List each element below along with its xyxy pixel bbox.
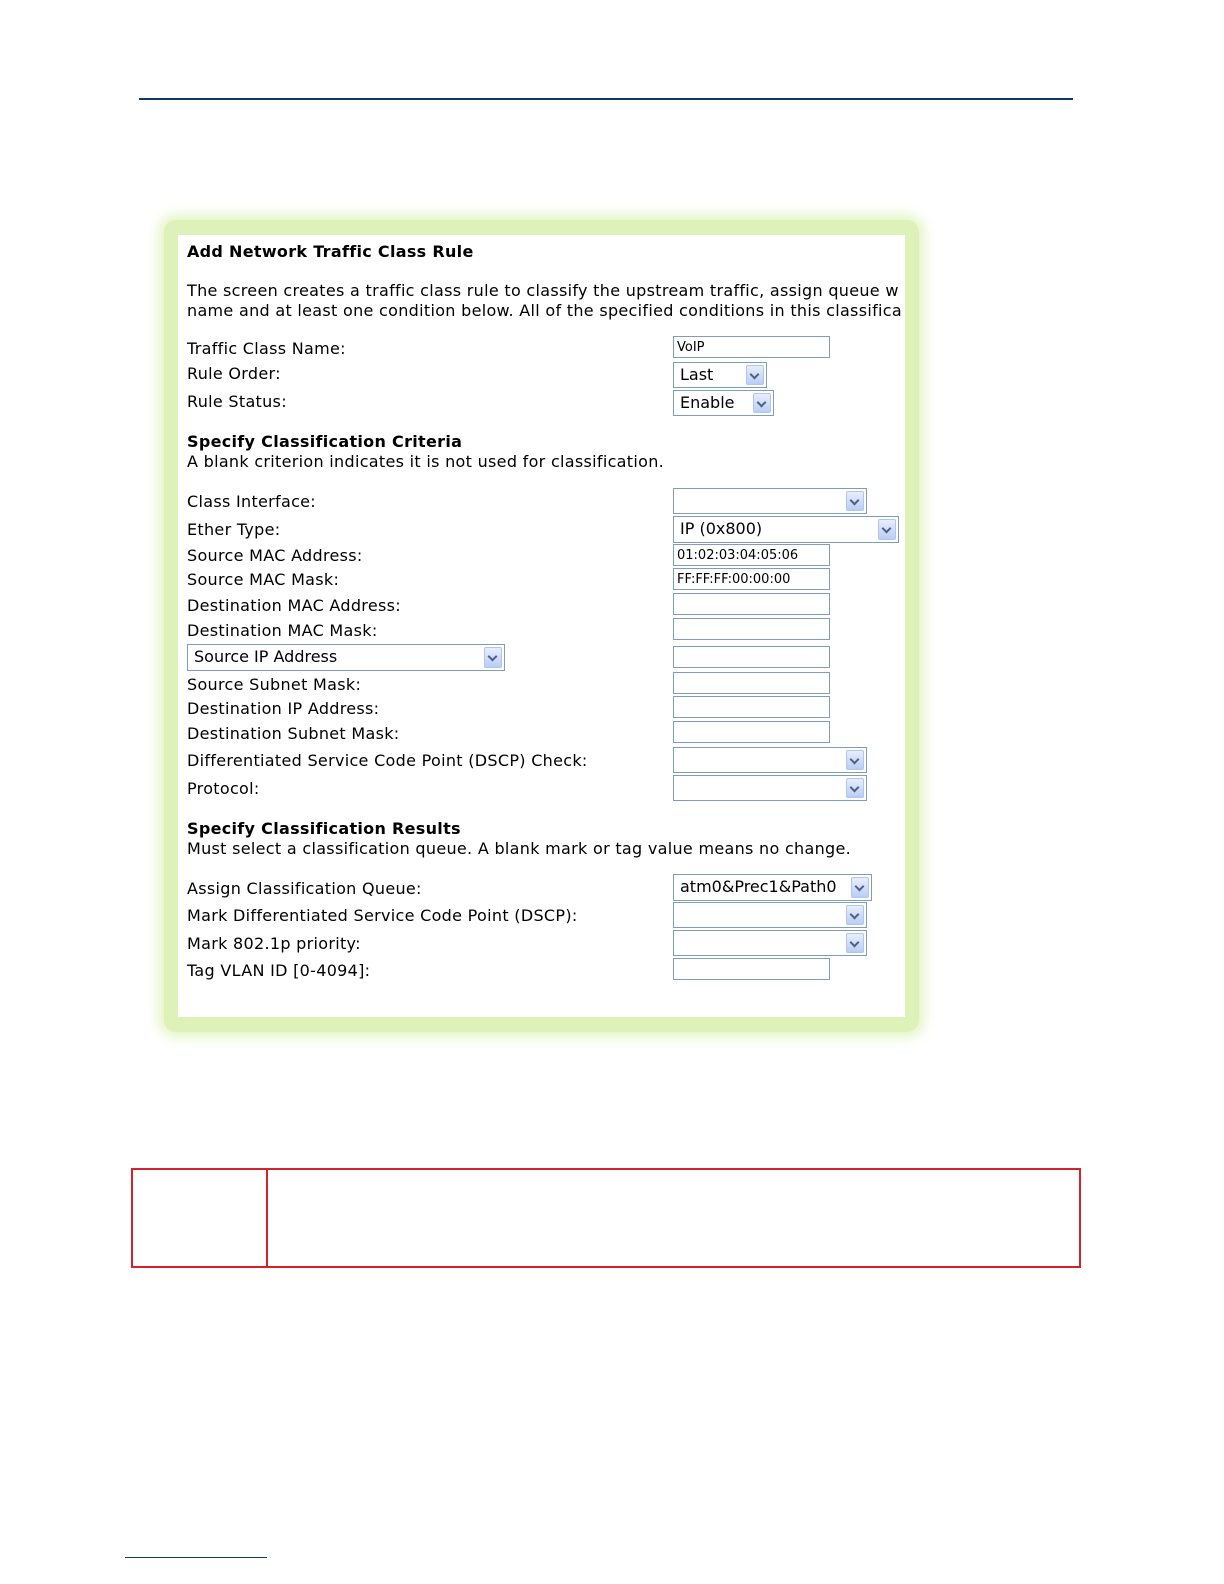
vlan-id-label: Tag VLAN ID [0-4094]: (187, 961, 371, 980)
queue-label: Assign Classification Queue: (187, 879, 422, 898)
protocol-select[interactable] (673, 775, 867, 801)
class-interface-label: Class Interface: (187, 492, 317, 511)
rule-order-select[interactable] (673, 362, 767, 388)
chevron-down-icon (484, 647, 502, 668)
chevron-down-icon (846, 491, 864, 511)
class-interface-select[interactable] (673, 488, 867, 514)
traffic-class-name-input[interactable] (673, 336, 830, 358)
queue-select[interactable] (673, 874, 872, 901)
dest-mac-mask-input[interactable] (673, 618, 830, 640)
chevron-down-icon (846, 778, 864, 798)
chevron-down-icon (846, 750, 864, 770)
dest-mac-input[interactable] (673, 593, 830, 615)
results-note: Must select a classification queue. A blank mark or tag value means no change. (187, 839, 852, 858)
source-mac-mask-input[interactable] (673, 568, 830, 590)
source-mac-label: Source MAC Address: (187, 546, 363, 565)
protocol-label: Protocol: (187, 779, 260, 798)
header-rule (139, 98, 1073, 100)
intro-line-2: name and at least one condition below. All of the specified conditions in this classifica (187, 301, 902, 320)
vlan-id-input[interactable] (673, 958, 830, 980)
rule-order-value: Last (680, 365, 714, 384)
source-mac-input[interactable] (673, 544, 830, 566)
ether-type-value: IP (0x800) (680, 519, 763, 538)
ether-type-select[interactable] (673, 516, 899, 543)
note-table-divider (266, 1170, 268, 1266)
ip-address-type-value: Source IP Address (194, 647, 338, 666)
chevron-down-icon (846, 905, 864, 925)
mark-8021p-select[interactable] (673, 930, 867, 956)
rule-status-value: Enable (680, 393, 735, 412)
dest-subnet-input[interactable] (673, 721, 830, 743)
ether-type-label: Ether Type: (187, 520, 281, 539)
mark-dscp-label: Mark Differentiated Service Code Point (DSCP): (187, 906, 578, 925)
dest-ip-label: Destination IP Address: (187, 699, 380, 718)
rule-order-label: Rule Order: (187, 364, 281, 383)
mark-dscp-select[interactable] (673, 902, 867, 928)
rule-status-label: Rule Status: (187, 392, 287, 411)
dest-ip-input[interactable] (673, 696, 830, 718)
intro-line-1: The screen creates a traffic class rule to classify the upstream traffic, assign queue w (187, 281, 899, 300)
footer-rule (125, 1557, 267, 1558)
note-table (131, 1168, 1081, 1268)
chevron-down-icon (746, 365, 764, 385)
rule-status-select[interactable] (673, 390, 774, 416)
dscp-check-label: Differentiated Service Code Point (DSCP) Check: (187, 751, 588, 770)
dest-mac-label: Destination MAC Address: (187, 596, 401, 615)
chevron-down-icon (753, 393, 771, 413)
ip-address-type-select[interactable] (187, 644, 505, 671)
source-subnet-input[interactable] (673, 672, 830, 694)
results-heading: Specify Classification Results (187, 819, 461, 838)
traffic-class-rule-form (178, 235, 905, 1017)
queue-value: atm0&Prec1&Path0 (680, 877, 837, 896)
dest-subnet-label: Destination Subnet Mask: (187, 724, 400, 743)
traffic-class-name-label: Traffic Class Name: (187, 339, 346, 358)
mark-8021p-label: Mark 802.1p priority: (187, 934, 361, 953)
source-mac-mask-label: Source MAC Mask: (187, 570, 340, 589)
form-title: Add Network Traffic Class Rule (187, 242, 474, 261)
source-ip-input[interactable] (673, 646, 830, 668)
criteria-note: A blank criterion indicates it is not used for classification. (187, 452, 665, 471)
source-subnet-label: Source Subnet Mask: (187, 675, 362, 694)
criteria-heading: Specify Classification Criteria (187, 432, 463, 451)
dest-mac-mask-label: Destination MAC Mask: (187, 621, 378, 640)
chevron-down-icon (846, 933, 864, 953)
dscp-check-select[interactable] (673, 747, 867, 773)
chevron-down-icon (878, 519, 896, 540)
chevron-down-icon (851, 877, 869, 898)
